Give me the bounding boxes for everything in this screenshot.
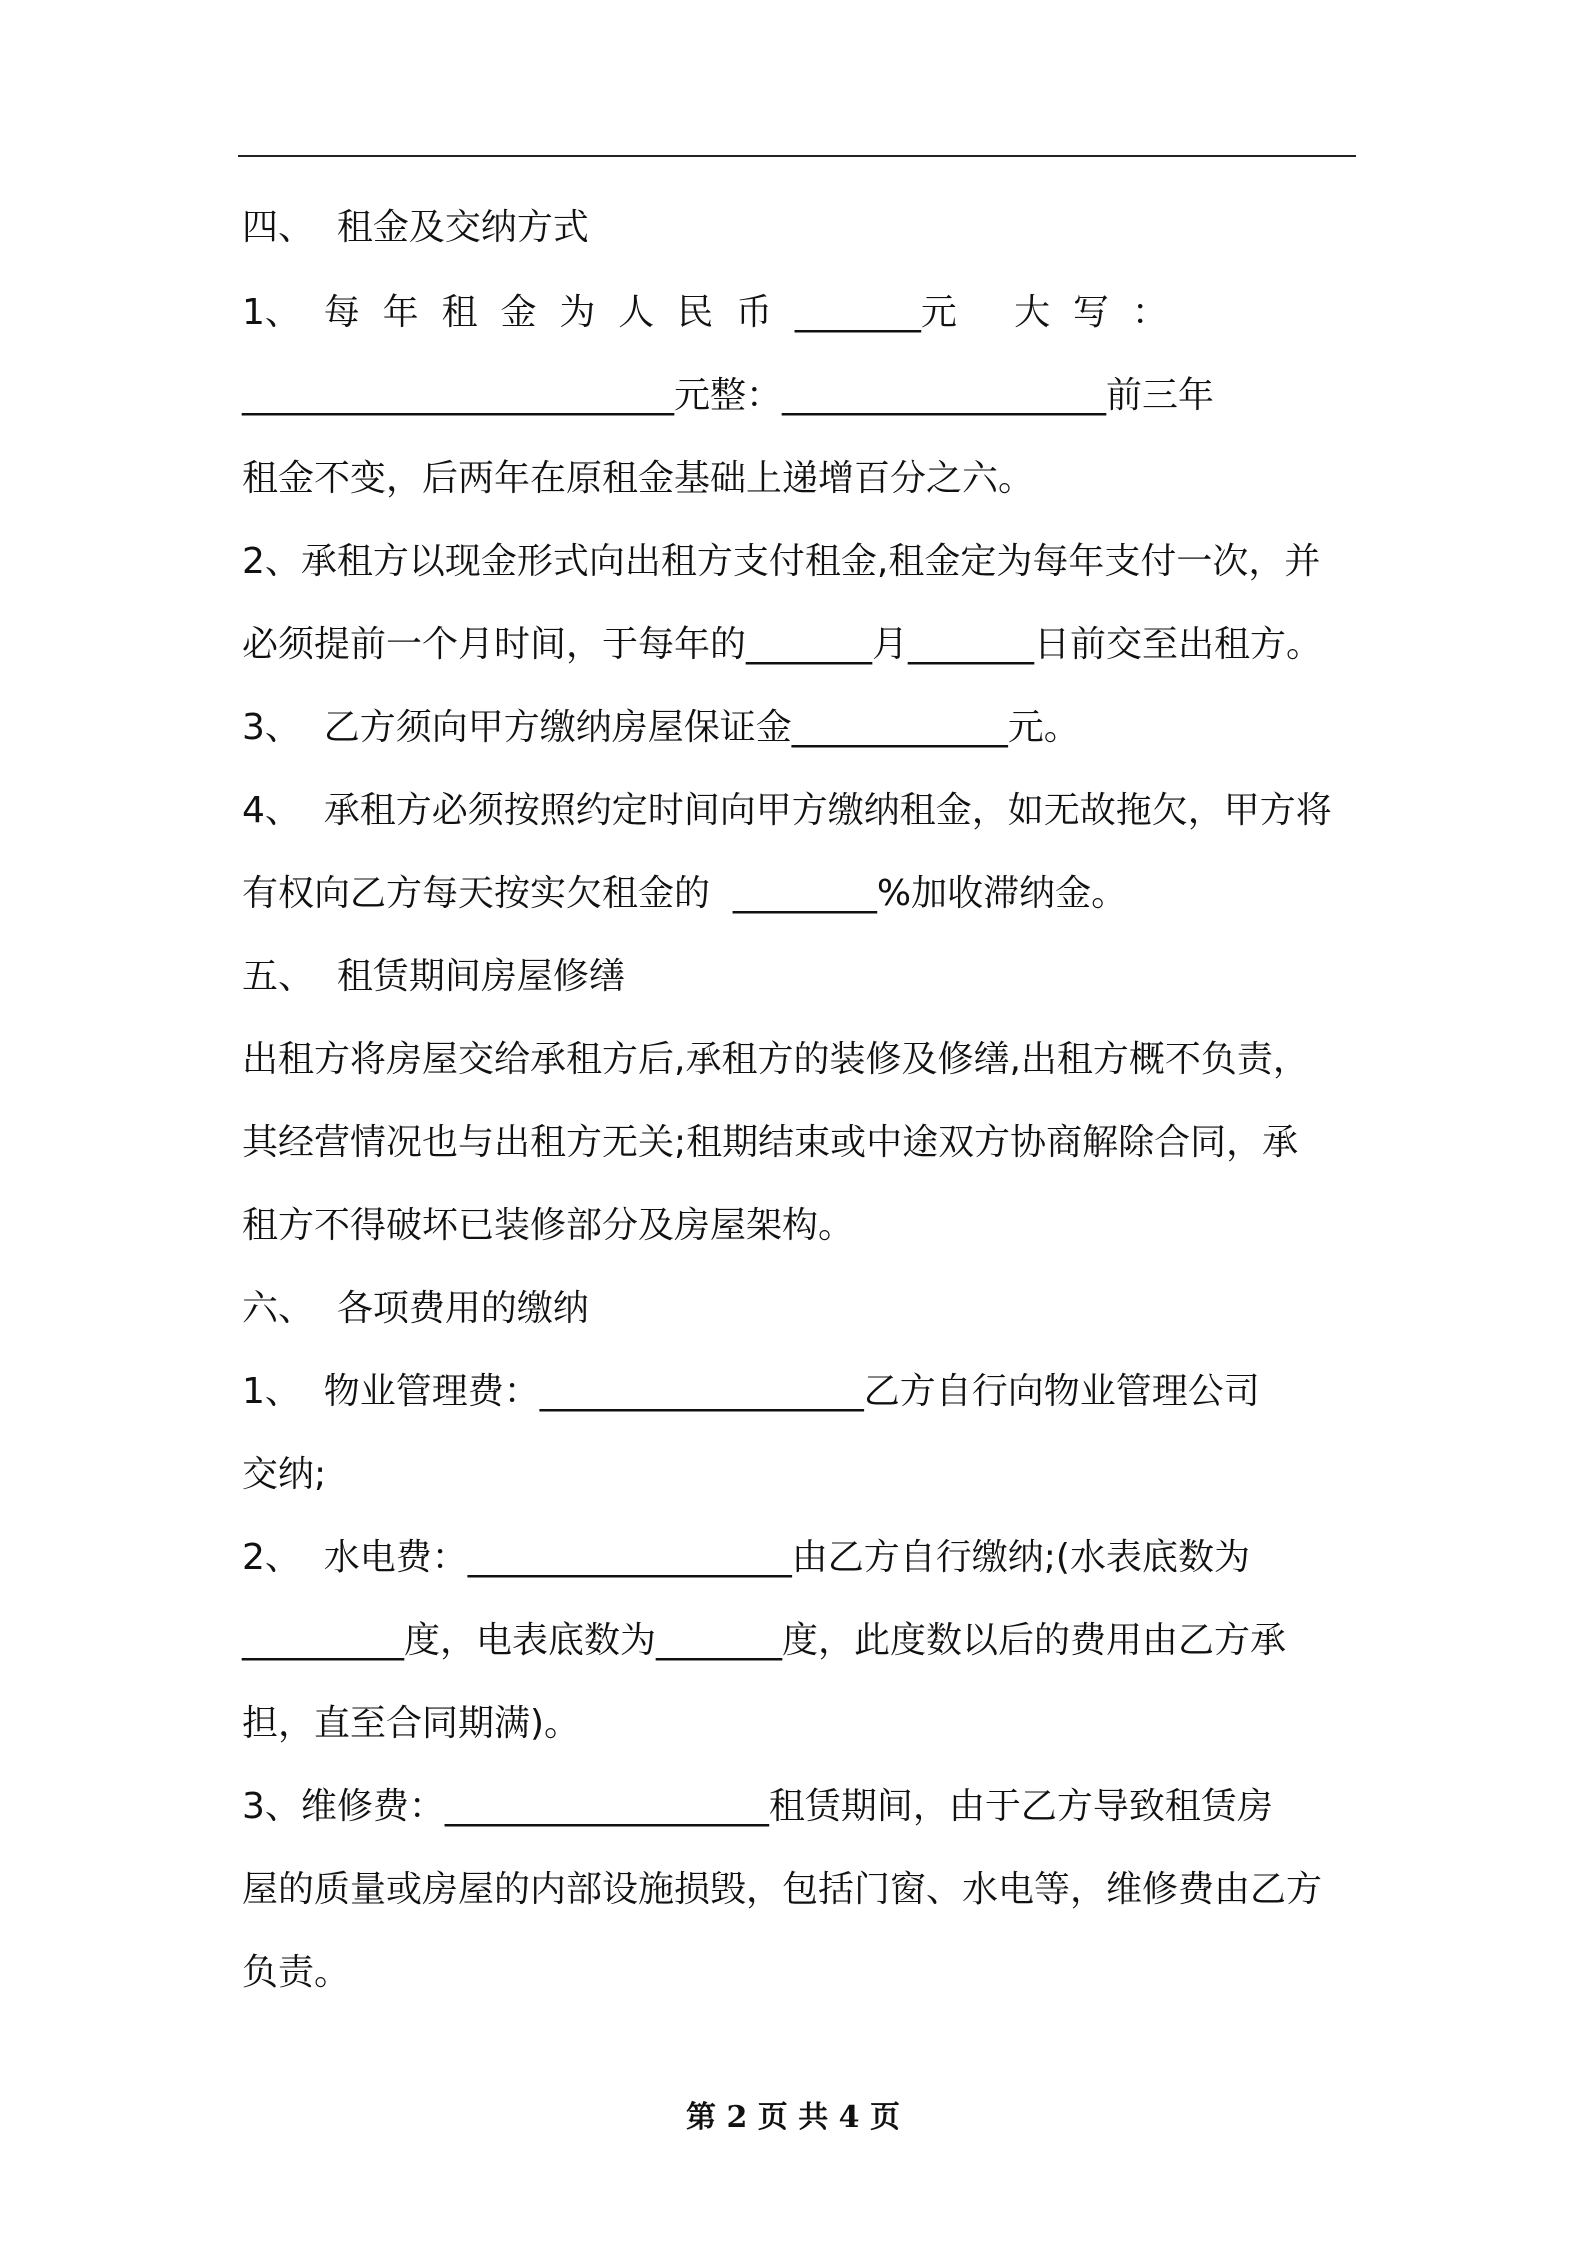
fee-clause-2b: _________度，电表底数为_______度，此度数以后的费用由乙方承 <box>242 1620 1287 1661</box>
rent-clause-1c: 租金不变，后两年在原租金基础上递增百分之六。 <box>242 458 1035 499</box>
fee-clause-1a: 1、 物业管理费：__________________乙方自行向物业管理公司 <box>242 1371 1260 1412</box>
section-heading-5: 五、 租赁期间房屋修缮 <box>242 956 625 997</box>
fee-clause-3c: 负责。 <box>242 1952 351 1993</box>
rent-clause-4a: 4、 承租方必须按照约定时间向甲方缴纳租金，如无故拖欠，甲方将 <box>242 790 1332 831</box>
rent-clause-2a: 2、承租方以现金形式向出租方支付租金,租金定为每年支付一次，并 <box>242 541 1321 582</box>
section-heading-4: 四、 租金及交纳方式 <box>242 207 589 248</box>
repair-paragraph-c: 租方不得破坏已装修部分及房屋架构。 <box>242 1205 855 1246</box>
section-heading-6: 六、 各项费用的缴纳 <box>242 1288 589 1329</box>
rent-clause-3: 3、 乙方须向甲方缴纳房屋保证金____________元。 <box>242 707 1080 748</box>
fee-clause-1b: 交纳; <box>242 1454 327 1495</box>
repair-paragraph-a: 出租方将房屋交给承租方后,承租方的装修及修缮,出租方概不负责， <box>242 1039 1309 1080</box>
fee-clause-3b: 屋的质量或房屋的内部设施损毁，包括门窗、水电等，维修费由乙方 <box>242 1869 1323 1910</box>
rent-clause-1b: ________________________元整：__________________前三年 <box>242 375 1215 416</box>
rent-clause-1a: 1、 每 年 租 金 为 人 民 币 _______元 大 写 ： <box>242 292 1168 333</box>
rent-clause-2b: 必须提前一个月时间，于每年的_______月_______日前交至出租方。 <box>242 624 1323 665</box>
repair-paragraph-b: 其经营情况也与出租方无关;租期结束或中途双方协商解除合同，承 <box>242 1122 1299 1163</box>
fee-clause-3a: 3、维修费：__________________租赁期间，由于乙方导致租赁房 <box>242 1786 1273 1827</box>
fee-clause-2a: 2、 水电费：__________________由乙方自行缴纳;(水表底数为 <box>242 1537 1250 1578</box>
rent-clause-4b: 有权向乙方每天按实欠租金的 ________%加收滞纳金。 <box>242 873 1128 914</box>
header-rule <box>238 155 1356 157</box>
page-number-footer: 第 2 页 共 4 页 <box>686 2100 900 2135</box>
fee-clause-2c: 担，直至合同期满)。 <box>242 1703 581 1744</box>
